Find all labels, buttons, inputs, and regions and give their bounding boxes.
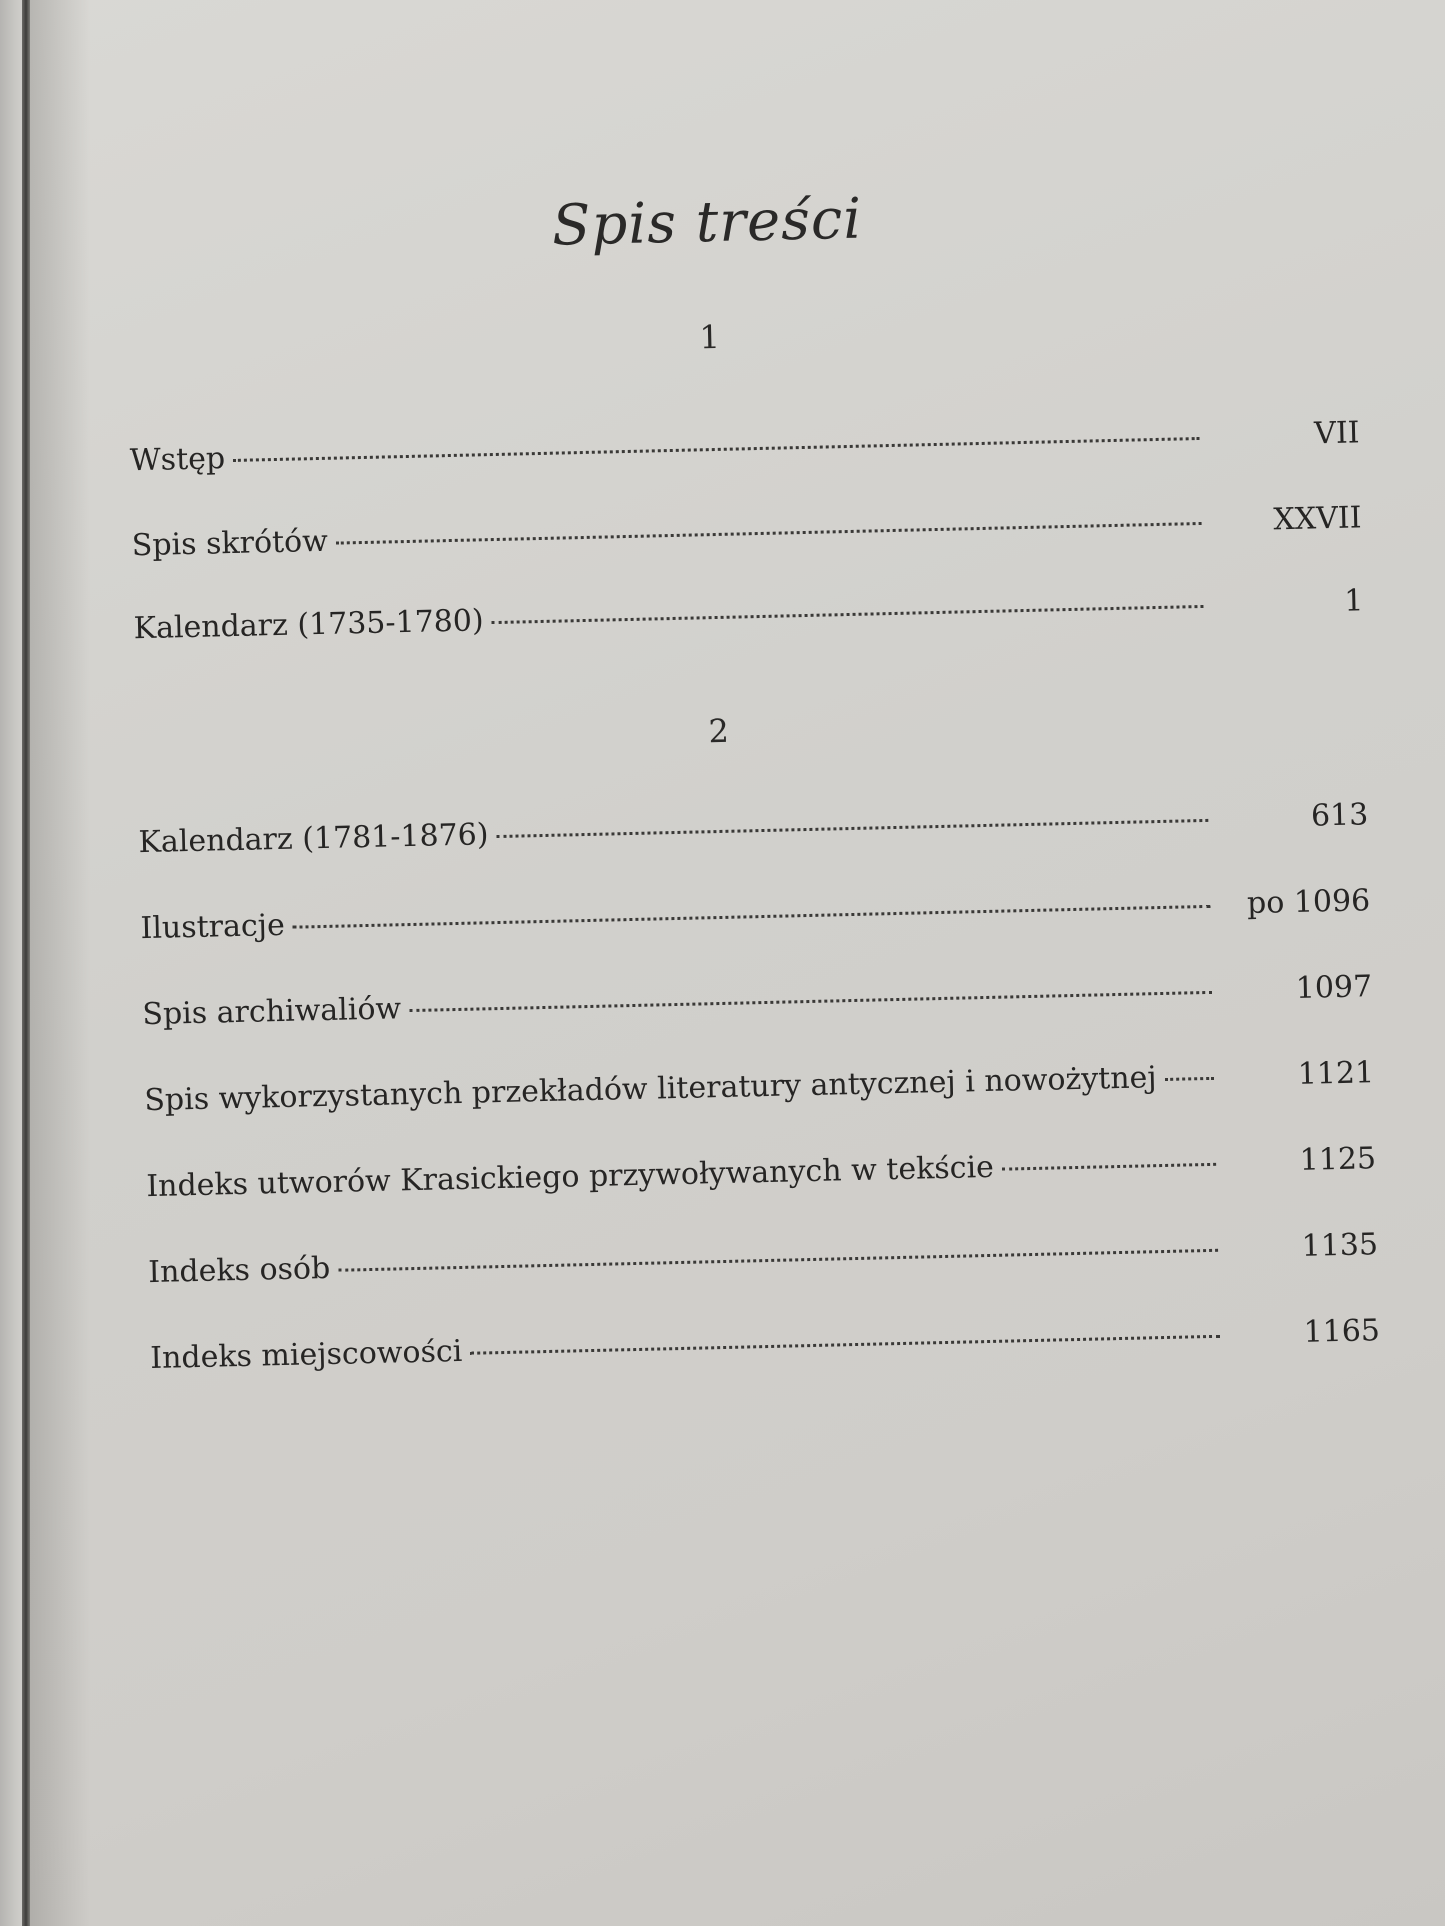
dot-leader	[496, 818, 1208, 838]
toc-entry	[140, 883, 1371, 955]
dot-leader	[470, 1334, 1220, 1355]
page-title: Spis treści	[551, 186, 863, 259]
toc-entry-label: Indeks utworów Krasickiego przywoływanych w tekście	[145, 1149, 995, 1205]
toc-entry	[148, 1227, 1379, 1299]
toc-entry-label: Ilustracje	[140, 907, 286, 947]
toc-entry-label: Indeks miejscowości	[149, 1333, 463, 1377]
toc-entry-page: 1097	[1295, 969, 1373, 1006]
toc-entry-page: 1	[1343, 583, 1364, 619]
toc-entry	[138, 797, 1369, 869]
volume-number-2: 2	[708, 711, 730, 751]
toc-entry-label: Spis archiwaliów	[142, 991, 402, 1033]
toc-entry-page: 1135	[1301, 1227, 1379, 1264]
toc-entry-label: Spis skrótów	[131, 523, 329, 564]
dot-leader	[409, 990, 1212, 1012]
toc-entry	[129, 415, 1360, 487]
toc-entry-label: Kalendarz (1735-1780)	[133, 603, 484, 647]
dot-leader	[1002, 1162, 1216, 1171]
toc-entry-page: 613	[1310, 797, 1369, 834]
toc-entry-label: Wstęp	[129, 441, 226, 479]
toc-entry-page: XXVII	[1273, 500, 1362, 538]
toc-entry-label: Indeks osób	[147, 1250, 331, 1291]
toc-entry-page: 1121	[1297, 1055, 1375, 1092]
dot-leader	[492, 604, 1204, 624]
toc-entry-page: 1125	[1299, 1141, 1377, 1178]
toc-entry	[131, 500, 1362, 572]
toc-entry-label: Kalendarz (1781-1876)	[138, 817, 489, 861]
toc-entry-page: 1165	[1303, 1313, 1381, 1350]
toc-entry	[142, 969, 1373, 1041]
toc-entry	[144, 1055, 1375, 1127]
toc-entry	[150, 1313, 1381, 1385]
toc-entry	[133, 583, 1364, 655]
toc-entry-label: Spis wykorzystanych przekładów literatury antycznej i nowożytnej	[144, 1060, 1158, 1119]
dot-leader	[336, 521, 1202, 545]
toc-entry	[146, 1141, 1377, 1213]
toc-entry-page: po 1096	[1246, 883, 1371, 922]
toc-entry-page: VII	[1313, 415, 1360, 452]
dot-leader	[1165, 1076, 1215, 1081]
dot-leader	[338, 1248, 1218, 1272]
volume-number-1: 1	[699, 317, 721, 357]
dot-leader	[233, 436, 1200, 462]
dot-leader	[293, 904, 1211, 929]
